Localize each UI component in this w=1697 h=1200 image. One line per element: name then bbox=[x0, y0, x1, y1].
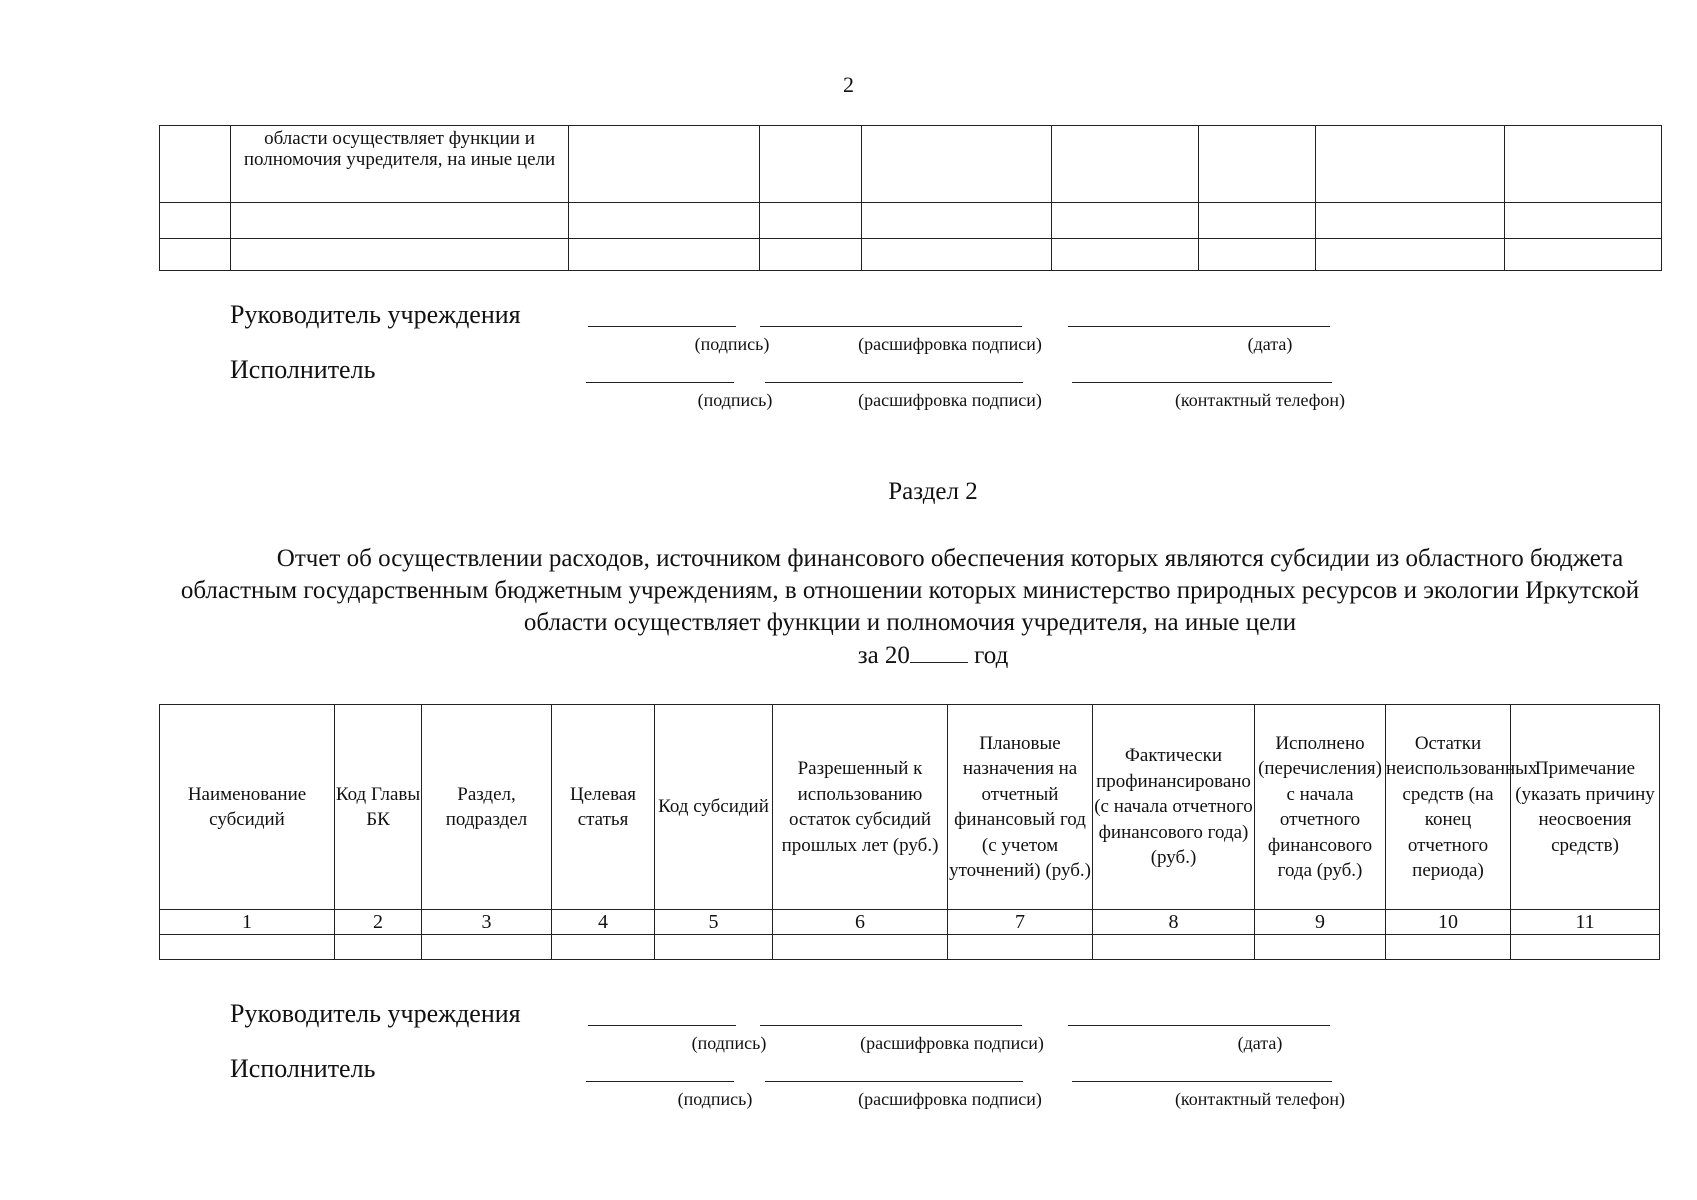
table-cell bbox=[231, 239, 569, 271]
year-suffix: год bbox=[974, 642, 1009, 669]
table-cell bbox=[862, 126, 1052, 203]
date-caption: (дата) bbox=[1237, 1033, 1283, 1053]
table-cell bbox=[1093, 935, 1255, 960]
signature-caption: (подпись) bbox=[691, 1033, 767, 1053]
date-line bbox=[1068, 326, 1330, 327]
table-cell bbox=[655, 935, 773, 960]
table-cell bbox=[773, 935, 948, 960]
phone-line bbox=[1072, 382, 1332, 383]
subsidy-report-table bbox=[159, 704, 1660, 960]
table-cell bbox=[1199, 126, 1316, 203]
decoding-caption: (расшифровка подписи) bbox=[858, 390, 1042, 410]
table-cell: области осуществляет функции и полномочия учредителя, на иные цели bbox=[231, 126, 569, 203]
decoding-caption: (расшифровка подписи) bbox=[858, 334, 1042, 354]
year-blank-field bbox=[910, 640, 968, 663]
phone-caption: (контактный телефон) bbox=[1174, 1089, 1346, 1109]
continuation-table bbox=[159, 125, 1662, 271]
column-number: 9 bbox=[1255, 910, 1386, 935]
signature-caption: (подпись) bbox=[694, 334, 770, 354]
table-row bbox=[160, 239, 1662, 271]
table-cell bbox=[1316, 126, 1505, 203]
phone-caption: (контактный телефон) bbox=[1174, 390, 1346, 410]
table-cell bbox=[160, 126, 231, 203]
year-prefix: за 20 bbox=[857, 642, 910, 669]
table-cell bbox=[1199, 203, 1316, 239]
table-cell bbox=[1386, 935, 1511, 960]
executor-label: Исполнитель bbox=[230, 1054, 376, 1083]
column-header: Раздел, подраздел bbox=[422, 705, 552, 910]
column-header: Код Главы БК bbox=[335, 705, 422, 910]
date-caption: (дата) bbox=[1247, 334, 1293, 354]
decoding-caption: (расшифровка подписи) bbox=[858, 1089, 1042, 1109]
table-cell bbox=[1316, 239, 1505, 271]
table-cell bbox=[862, 239, 1052, 271]
head-label: Руководитель учреждения bbox=[230, 999, 521, 1028]
column-number: 1 bbox=[160, 910, 335, 935]
table-cell bbox=[1052, 239, 1199, 271]
column-header: Примечание (указать причину неосвоения средств) bbox=[1511, 705, 1660, 910]
signature-line bbox=[586, 382, 734, 383]
table-cell bbox=[760, 239, 862, 271]
table-cell bbox=[569, 126, 760, 203]
table-cell bbox=[552, 935, 655, 960]
table-cell bbox=[569, 239, 760, 271]
table-row bbox=[160, 935, 1660, 960]
column-number: 4 bbox=[552, 910, 655, 935]
section-heading: Раздел 2 bbox=[888, 478, 978, 505]
signature-line bbox=[588, 326, 736, 327]
column-number: 5 bbox=[655, 910, 773, 935]
table-cell bbox=[160, 935, 335, 960]
table-cell bbox=[1316, 203, 1505, 239]
decoding-caption: (расшифровка подписи) bbox=[860, 1033, 1044, 1053]
head-label: Руководитель учреждения bbox=[230, 300, 521, 329]
table-cell bbox=[422, 935, 552, 960]
phone-line bbox=[1072, 1081, 1332, 1082]
table-cell bbox=[1511, 935, 1660, 960]
table-cell bbox=[1505, 203, 1662, 239]
column-header: Фактически профинансировано (с начала отчетного финансового года) (руб.) bbox=[1093, 705, 1255, 910]
column-header: Наименование субсидий bbox=[160, 705, 335, 910]
table-cell bbox=[760, 126, 862, 203]
table-header-row bbox=[160, 705, 1660, 910]
report-title-text: Отчет об осуществлении расходов, источником финансового обеспечения которых являются субсидии из областного бюджета областным государственным бюджетным учреждениям, в отношении которых министерство природных ресурсов и экологии Иркутской области осуществляет функции и полномочия учредителя, на иные цели bbox=[180, 545, 1640, 636]
signature-line bbox=[586, 1081, 734, 1082]
column-number: 7 bbox=[948, 910, 1093, 935]
report-year-line bbox=[0, 640, 1697, 670]
signature-decoding-line bbox=[765, 1081, 1023, 1082]
table-cell bbox=[1255, 935, 1386, 960]
column-number-row bbox=[160, 910, 1660, 935]
report-title bbox=[160, 543, 1660, 639]
column-header: Остатки неиспользованных средств (на конец отчетного периода) bbox=[1386, 705, 1511, 910]
table-row bbox=[160, 203, 1662, 239]
table-row bbox=[160, 126, 1662, 203]
signature-line bbox=[588, 1025, 736, 1026]
table-cell bbox=[1052, 126, 1199, 203]
column-number: 8 bbox=[1093, 910, 1255, 935]
table-cell bbox=[160, 239, 231, 271]
signature-decoding-line bbox=[760, 326, 1022, 327]
column-header: Плановые назначения на отчетный финансовый год (с учетом уточнений) (руб.) bbox=[948, 705, 1093, 910]
table-cell bbox=[1199, 239, 1316, 271]
signature-decoding-line bbox=[760, 1025, 1022, 1026]
executor-label: Исполнитель bbox=[230, 355, 376, 384]
date-line bbox=[1068, 1025, 1330, 1026]
column-number: 6 bbox=[773, 910, 948, 935]
signature-decoding-line bbox=[765, 382, 1023, 383]
column-header: Код субсидий bbox=[655, 705, 773, 910]
table-cell bbox=[160, 203, 231, 239]
table-cell bbox=[760, 203, 862, 239]
column-header: Исполнено (перечисления) с начала отчетного финансового года (руб.) bbox=[1255, 705, 1386, 910]
column-number: 10 bbox=[1386, 910, 1511, 935]
table-cell bbox=[862, 203, 1052, 239]
column-header: Целевая статья bbox=[552, 705, 655, 910]
signature-caption: (подпись) bbox=[697, 390, 773, 410]
column-number: 3 bbox=[422, 910, 552, 935]
table-cell bbox=[569, 203, 760, 239]
signature-caption: (подпись) bbox=[677, 1089, 753, 1109]
table-cell bbox=[1505, 126, 1662, 203]
column-number: 11 bbox=[1511, 910, 1660, 935]
table-cell bbox=[1052, 203, 1199, 239]
column-header: Разрешенный к использованию остаток субсидий прошлых лет (руб.) bbox=[773, 705, 948, 910]
page-number: 2 bbox=[843, 72, 854, 97]
table-cell bbox=[231, 203, 569, 239]
table-cell bbox=[948, 935, 1093, 960]
table-cell bbox=[335, 935, 422, 960]
column-number: 2 bbox=[335, 910, 422, 935]
table-cell bbox=[1505, 239, 1662, 271]
